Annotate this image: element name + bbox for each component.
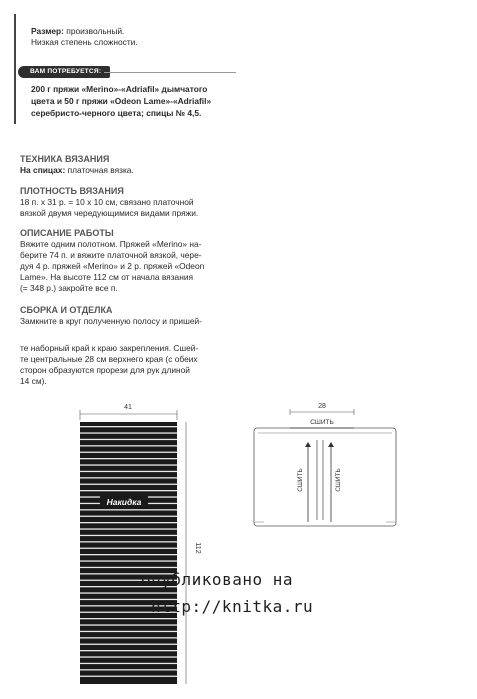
left-vertical-rule bbox=[14, 14, 16, 124]
cape-stripe-4 bbox=[80, 452, 177, 453]
materials-line-1: 200 г пряжи «Merino»-«Adriafil» дымчатого bbox=[31, 84, 208, 94]
cape-stripe-17 bbox=[80, 535, 177, 536]
assembly-outline bbox=[254, 428, 396, 526]
cape-stripe-2 bbox=[80, 439, 177, 440]
cape-stripe-30 bbox=[80, 618, 177, 619]
cape-stripe-31 bbox=[80, 624, 177, 625]
description-line-4: Lame». На высоте 112 см от начала вязания bbox=[20, 272, 194, 282]
technique-label: На спицах: bbox=[20, 165, 66, 175]
cape-stripe-10 bbox=[80, 490, 177, 491]
sew-left-arrowhead bbox=[305, 442, 311, 447]
cape-stripe-19 bbox=[80, 548, 177, 549]
description-heading: ОПИСАНИЕ РАБОТЫ bbox=[20, 228, 114, 238]
materials-line-3: серебристо-черного цвета; спицы № 4,5. bbox=[31, 108, 202, 118]
cape-stripe-15 bbox=[80, 522, 177, 523]
cape-stripe-39 bbox=[80, 676, 177, 677]
sew-left-label: СШИТЬ bbox=[297, 468, 304, 492]
description-line-2: берите 74 п. и вяжите платочной вязкой, чере- bbox=[20, 250, 202, 260]
watermark-line-1: опубликовано на bbox=[141, 570, 293, 589]
cape-stripe-37 bbox=[80, 663, 177, 664]
materials-line-2: цвета и 50 г пряжи «Odeon Lame»-«Adriafil» bbox=[31, 96, 212, 106]
cape-stripe-7 bbox=[80, 471, 177, 472]
cape-stripe-22 bbox=[80, 567, 177, 568]
technique-value: платочная вязка. bbox=[65, 165, 134, 175]
cape-stripe-14 bbox=[80, 516, 177, 517]
technique-line bbox=[20, 165, 134, 176]
height-label: 112 bbox=[194, 542, 201, 554]
materials-badge: ВАМ ПОТРЕБУЕТСЯ: bbox=[18, 66, 110, 78]
description-line-5: (= 348 р.) закройте все п. bbox=[20, 283, 118, 293]
cape-stripe-34 bbox=[80, 644, 177, 645]
cape-stripe-18 bbox=[80, 541, 177, 542]
cape-stripe-8 bbox=[80, 477, 177, 478]
assembly-line-3: те центральные 28 см верхнего края (с обеих bbox=[20, 354, 198, 364]
assembly-line-2: те наборный край к краю закрепления. Сшей- bbox=[20, 343, 199, 353]
assembly-heading: СБОРКА И ОТДЕЛКА bbox=[20, 305, 113, 315]
technique-heading: ТЕХНИКА ВЯЗАНИЯ bbox=[20, 154, 110, 164]
sew-right-arrowhead bbox=[328, 442, 334, 447]
cape-stripe-38 bbox=[80, 669, 177, 670]
description-line-3: дуя 4 р. пряжей «Merino» и 2 р. пряжей «Odeon bbox=[20, 261, 205, 271]
density-heading: ПЛОТНОСТЬ ВЯЗАНИЯ bbox=[20, 186, 124, 196]
size-value: произвольный. bbox=[63, 26, 125, 36]
watermark-line-2: http://knitka.ru bbox=[151, 597, 314, 616]
cape-stripe-13 bbox=[80, 509, 177, 510]
cape-stripe-35 bbox=[80, 650, 177, 651]
assembly-line-5: 14 см). bbox=[20, 376, 47, 386]
assembly-line-1: Замкните в круг полученную полосу и пришей- bbox=[20, 316, 202, 326]
cape-stripe-16 bbox=[80, 528, 177, 529]
top-dimension-label: 28 bbox=[318, 403, 326, 410]
difficulty-line: Низкая степень сложности. bbox=[31, 37, 138, 47]
materials-badge-rule bbox=[104, 72, 236, 73]
cape-stripe-36 bbox=[80, 656, 177, 657]
cape-stripe-0 bbox=[80, 426, 177, 427]
size-line bbox=[31, 26, 124, 37]
density-line-2: вязкой двумя чередующимися видами пряжи. bbox=[20, 208, 199, 218]
sew-right-label: СШИТЬ bbox=[335, 468, 342, 492]
description-line-1: Вяжите одним полотном. Пряжей «Merino» на- bbox=[20, 239, 202, 249]
piece-label: Накидка bbox=[106, 497, 142, 507]
assembly-line-4: сторон образуются прорези для рук длиной bbox=[20, 365, 190, 375]
sew-top-label: СШИТЬ bbox=[310, 419, 334, 426]
cape-stripe-32 bbox=[80, 631, 177, 632]
assembly-diagram bbox=[244, 398, 404, 533]
cape-stripe-21 bbox=[80, 560, 177, 561]
cape-stripe-26 bbox=[80, 592, 177, 593]
cape-stripe-9 bbox=[80, 484, 177, 485]
size-label: Размер: bbox=[31, 26, 64, 36]
cape-stripe-33 bbox=[80, 637, 177, 638]
cape-stripe-1 bbox=[80, 432, 177, 433]
density-line-1: 18 п. х 31 р. = 10 х 10 см, связано платочной bbox=[20, 197, 194, 207]
width-label: 41 bbox=[124, 404, 132, 411]
cape-stripe-20 bbox=[80, 554, 177, 555]
cape-stripe-6 bbox=[80, 464, 177, 465]
cape-stripe-5 bbox=[80, 458, 177, 459]
cape-stripe-3 bbox=[80, 445, 177, 446]
cape-diagram bbox=[60, 398, 210, 688]
